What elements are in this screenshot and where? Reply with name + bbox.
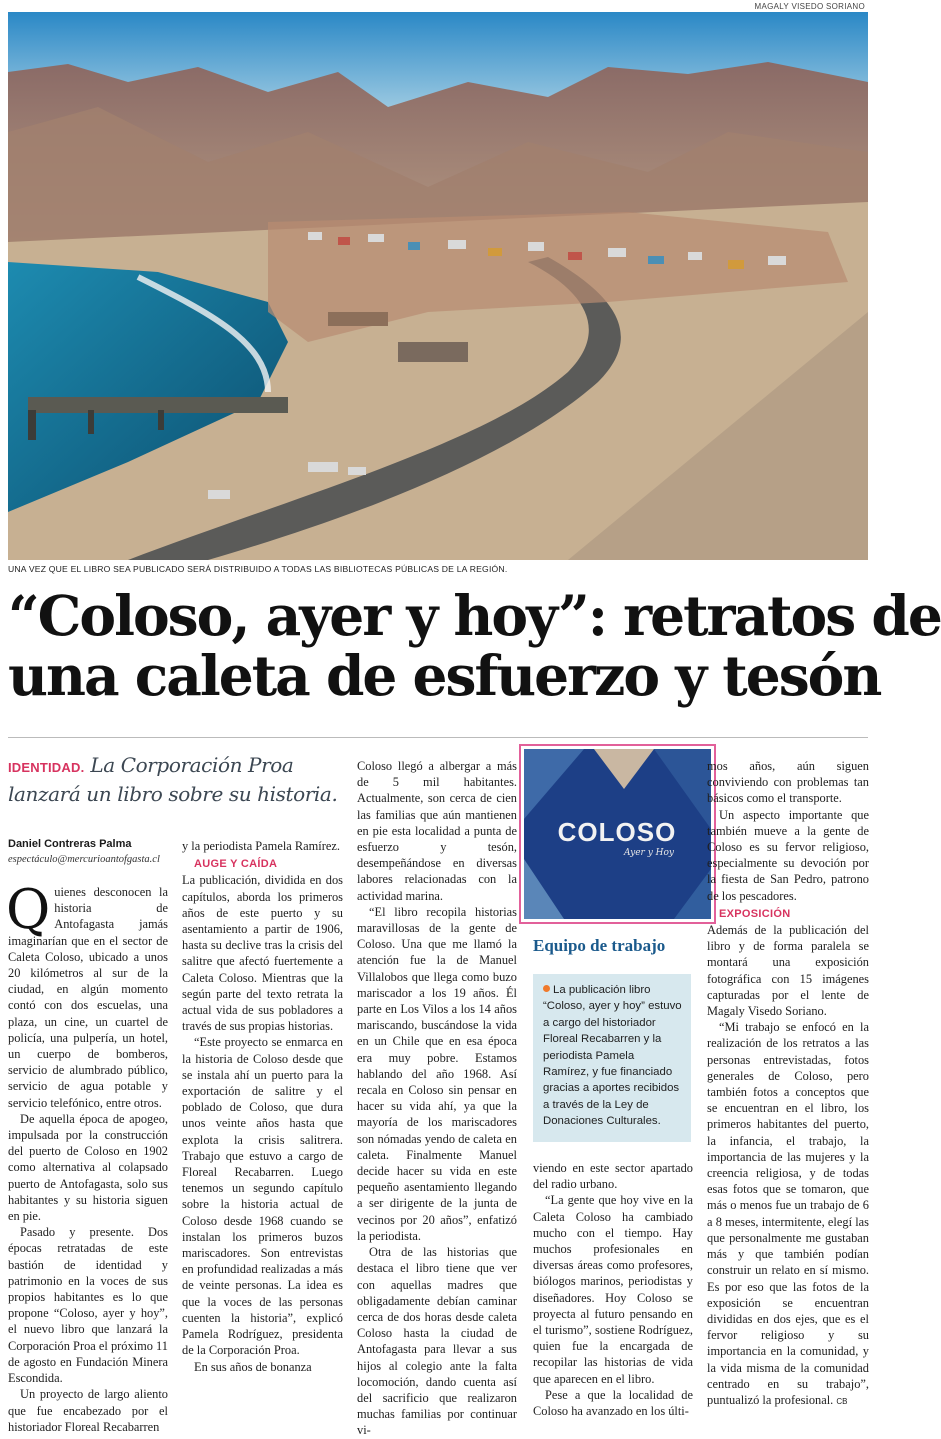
main-photo [8, 12, 868, 560]
paragraph: “La gente que hoy vive en la Caleta Coloso ha cambiado mucho con el tiempo. Hay muchos profesionales en diversas áreas como profesores, biólogos marinos, periodistas y diseñadores. Hoy Coloso se proyecta al futuro pensando en el turismo”, sostiene Rodríguez, quien fue la encargada de recopilar las historias de vida que aparecen en el libro. [533, 1193, 693, 1386]
headline-line-1: “Coloso, ayer y hoy”: retratos de [8, 583, 941, 648]
book-title: COLOSO [557, 817, 677, 847]
article-headline [8, 583, 941, 708]
article-column-3 [357, 758, 517, 1439]
book-cover-art [524, 749, 711, 919]
paragraph: viendo en este sector apartado del radio urbano. [533, 1161, 693, 1192]
article-column-1 [6, 878, 168, 1435]
headline-divider [8, 737, 868, 738]
paragraph: Pese a que la localidad de Coloso ha avanzado en los últi- [533, 1387, 693, 1419]
paragraph: “Este proyecto se enmarca en la historia de Coloso desde que se instala ahí un puerto para la exportación de salitre y el poblado de Coloso, que dura unos veinte años hasta que explota la crisis salitrera. Trabajo que estuvo a cargo de Floreal Recabarren. Luego tenemos un segundo capítulo sobre la historia actual de Coloso desde 1968 cuando se instalan los primeros buzos mariscadores. Son entrevistas en profundidad realizadas a más de veinte personas. La idea es que la voces de las personas cuenten la historia”, explicó Pamela Rodríguez, presidenta de la Corporación Proa. [182, 1035, 343, 1358]
photo-caption: UNA VEZ QUE EL LIBRO SEA PUBLICADO SERÁ DISTRIBUIDO A TODAS LAS BIBLIOTECAS PÚBLICAS DE LA REGIÓN. [8, 564, 508, 574]
byline-author: Daniel Contreras Palma [8, 838, 132, 850]
byline-email[interactable]: espectáculo@mercurioantofgasta.cl [8, 854, 160, 865]
paragraph: Quienes desconocen la historia de Antofagasta jamás imaginarían que en el sector de Caleta Coloso, ubicado a unos 20 kilómetros al sur de la ciudad, en algún momento contó con dos escuelas, una plaza, un cine, un cuartel de policía, una pulpería, un hotel, un cuerpo de bomberos, servicio de alumbrado público, servicio de agua potable y servicio telefónico, entre otros. [6, 878, 168, 1110]
section-tag: IDENTIDAD. [8, 760, 85, 775]
paragraph: En sus años de bonanza [194, 1359, 312, 1374]
bullet-dot-icon [543, 985, 550, 992]
infobox-title: Equipo de trabajo [533, 936, 666, 955]
subheading-auge: AUGE Y CAÍDA [194, 858, 278, 871]
paragraph: Otra de las historias que destaca el libro tiene que ver con aquellas madres que obligadamente debían caminar cerca de dos horas desde caleta Coloso hasta la ciudad de Antofagasta para llevar a sus hijos al colegio ante la falta locomoción, dando cuenta así del sacrificio que realizaron muchas familias por continuar vi- [357, 1245, 517, 1438]
headline-line-2: una caleta de esfuerzo y tesón [8, 643, 881, 708]
article-column-2 [182, 838, 343, 1375]
paragraph: “El libro recopila historias maravillosas de la gente de Coloso. Una que me llamó la atención fue la de Manuel Villalobos que llega como buzo mariscador a los 19 años. Él parte en Los Vilos a los 14 años mariscando, buscándose la vida en un Chile que en esa época era muy pobre. Estamos hablando del año 1968. Así recala en Coloso sin pensar en hacer su vida ahí, ya que la mayoría de los mariscadores son nómadas yendo de caleta en caleta. Finalmente Manuel decide hacer su vida en este pequeño asentamiento llegando a ser dirigente de la junta de vecinos por 20 años”, enfatizó la periodista. [357, 904, 517, 1243]
book-cover-image [519, 744, 716, 924]
paragraph: Pasado y presente. Dos épocas retratadas de este bastión de identidad y patrimonio en la voces de sus propios habitantes es lo que propone “Coloso, ayer y hoy”, el nuevo libro que lanzará la Corporación Proa el próximo 11 de agosto en Fundación Minera Escondida. [8, 1225, 168, 1386]
lead-text: La Corporación Proa lanzará un libro sobre su historia. [8, 753, 338, 806]
paragraph: y la periodista Pamela Ramírez. [182, 839, 340, 853]
paragraph: Un proyecto de largo aliento que fue encabezado por el historiador Floreal Recabarren [8, 1387, 168, 1434]
paragraph: “Mi trabajo se enfocó en la realización de los retratos a las personas entrevistadas, fotos generales de Coloso, pero también fotos a conceptos que se encuentran en el libro, los primeros habitantes del puerto, la infancia, el trabajo, la importancia de las mujeres y la creencia religiosa, y de todas esas fotos que se tomaron, que más o menos fue un trabajo de 6 a 8 meses, intermitente, elegí las que personalmente me gustaban más y que también podían construir un relato en sí mismo. Es por eso que las fotos de la exposición se encuentran divididas en dos ejes, que es el fervor religioso y su importancia en la comunidad, y la vida misma de la comunidad centrado en su trabajo”, puntualizó la profesional. CB [707, 1020, 869, 1407]
subheading-exposicion: EXPOSICIÓN [719, 907, 791, 920]
book-subtitle: Ayer y Hoy [623, 848, 675, 858]
paragraph: Coloso llegó a albergar a más de 5 mil habitantes. Actualmente, son cerca de cien las familias que aún mantienen en pie esta localidad a punta de esfuerzo y tesón, desempeñándose en diversas labores relacionadas con la actividad marina. [357, 759, 517, 903]
paragraph: La publicación, dividida en dos capítulos, aborda los primeros años de este puerto y su asentamiento a partir de 1906, hasta su declive tras la crisis del salitre que afectó fuertemente a Caleta Coloso. Mientras que la según parte del texto retrata la actual vida de sus pobladores a través de sus propias historias. [182, 873, 343, 1034]
drop-cap: Q [6, 878, 51, 941]
article-column-4 [533, 1160, 693, 1419]
infobox [533, 974, 691, 1142]
paragraph: De aquella época de apogeo, impulsada por la construcción del puerto de Coloso en 1902 como alternativa al colapsado puerto de Antofagasta, solo sus habitantes y su historia siguen en pie. [8, 1111, 168, 1224]
photo-credit: MAGALY VISEDO SORIANO [754, 2, 865, 11]
article-column-5 [707, 758, 869, 1410]
paragraph: mos años, aún siguen conviviendo con problemas tan básicos como el transporte. [707, 759, 869, 806]
coastal-landscape-image [8, 12, 868, 560]
lead-summary [8, 752, 348, 808]
end-mark: CB [836, 1396, 848, 1406]
paragraph: Además de la publicación del libro y de forma paralela se montará una exposición fotográfica con 15 imágenes capturadas por el lente de Magaly Visedo Soriano. [707, 923, 869, 1019]
paragraph: Un aspecto importante que también mueve a la gente de Coloso es su fervor religioso, especialmente su devoción por la fiesta de San Pedro, patrono de los pescadores. [707, 807, 869, 903]
infobox-text: La publicación libro “Coloso, ayer y hoy” estuvo a cargo del historiador Floreal Recabarren y la periodista Pamela Ramírez, y fue financiado gracias a aportes recibidos a través de la Ley de Donaciones Culturales. [543, 984, 682, 1128]
